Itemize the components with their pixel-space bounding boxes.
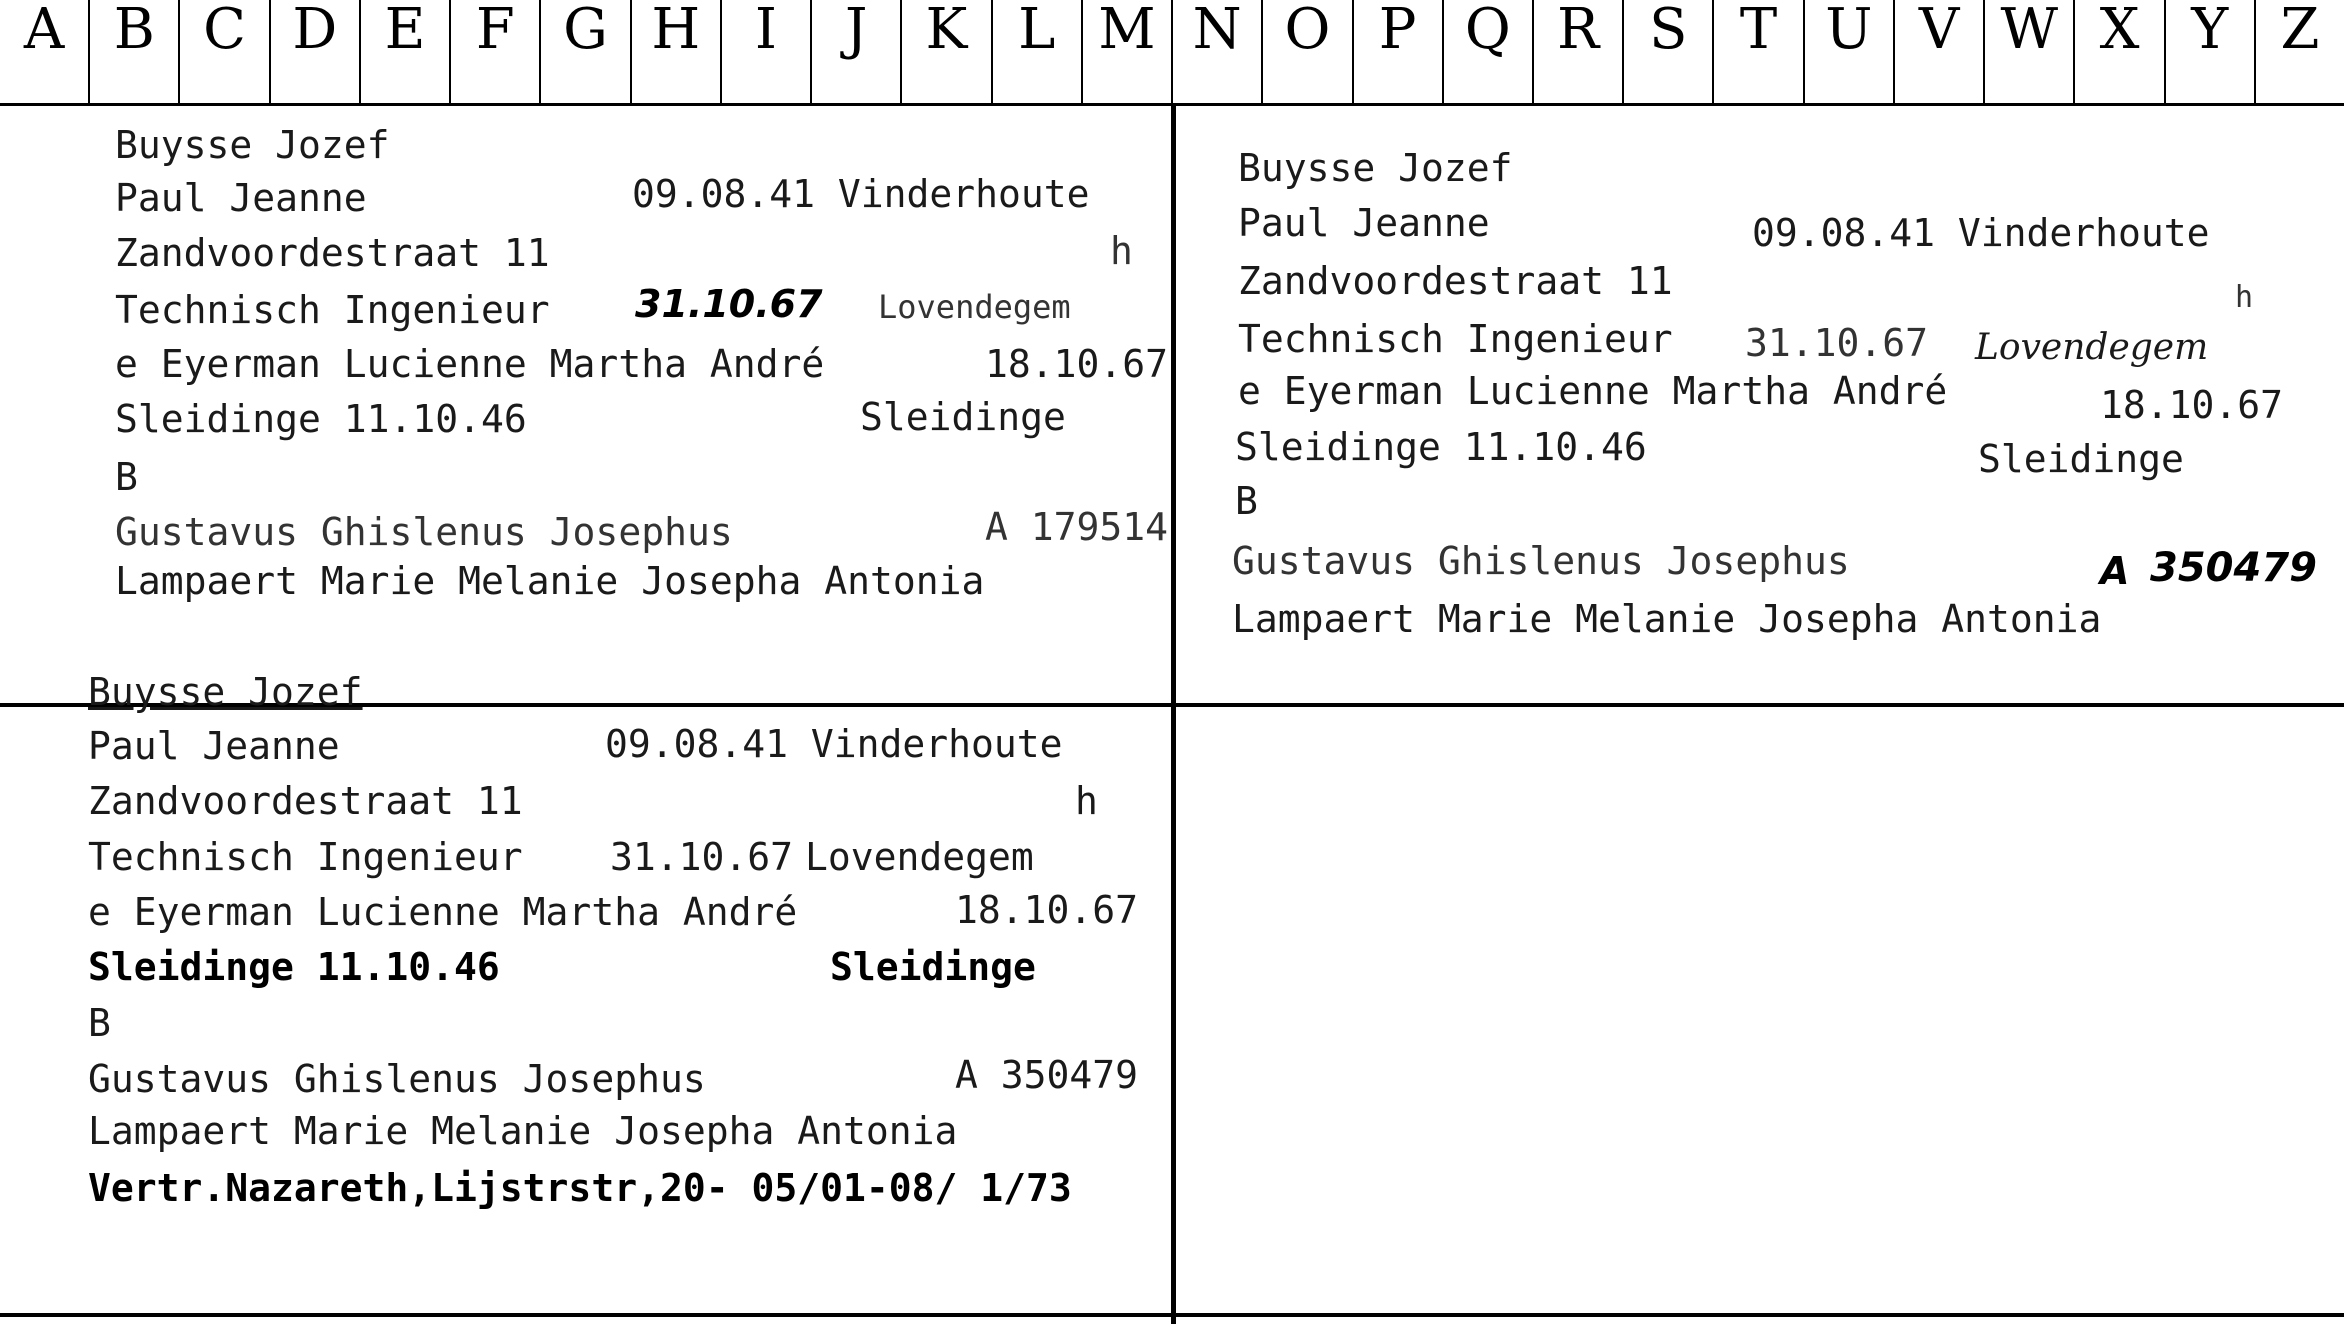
alphabet-letter-e: E bbox=[361, 0, 451, 103]
card-place: Lovendegem bbox=[878, 288, 1071, 326]
alphabet-letter-b: B bbox=[90, 0, 180, 103]
card-given-names: Paul Jeanne bbox=[115, 176, 367, 220]
alphabet-letter-c: C bbox=[180, 0, 270, 103]
card-name: Buysse Jozef bbox=[1238, 146, 1513, 190]
card-place-handwritten: Lovendegem bbox=[1975, 327, 2209, 368]
card-letter: B bbox=[115, 455, 138, 499]
card-mother: Lampaert Marie Melanie Josepha Antonia bbox=[1232, 597, 2102, 641]
card-departure-note: Vertr.Nazareth,Lijstrstr,20- 05/01-08/ 1/73 bbox=[88, 1166, 1072, 1210]
alphabet-letter-t: T bbox=[1714, 0, 1804, 103]
alphabet-letter-l: L bbox=[993, 0, 1083, 103]
bottom-divider bbox=[0, 1313, 2344, 1317]
alphabet-letter-n: N bbox=[1173, 0, 1263, 103]
card-spouse-date: 18.10.67 bbox=[985, 342, 1169, 386]
card-number: A 179514 bbox=[985, 505, 1169, 549]
card-father: Gustavus Ghislenus Josephus bbox=[115, 510, 733, 554]
card-spouse-birth: Sleidinge 11.10.46 bbox=[115, 397, 527, 441]
card-number: A 350479 bbox=[955, 1053, 1139, 1097]
card-spouse-birth: Sleidinge 11.10.46 bbox=[88, 945, 500, 989]
card-number: 350479 bbox=[2150, 545, 2317, 591]
card-birth: 09.08.41 Vinderhoute bbox=[605, 722, 1063, 766]
alphabet-letter-p: P bbox=[1354, 0, 1444, 103]
alphabet-letter-u: U bbox=[1805, 0, 1895, 103]
card-birth: 09.08.41 Vinderhoute bbox=[1752, 211, 2210, 255]
card-profession: Technisch Ingenieur bbox=[1238, 317, 1673, 361]
card-profession: Technisch Ingenieur bbox=[115, 288, 550, 332]
card-spouse-place: Sleidinge bbox=[860, 395, 1066, 439]
alphabet-letter-x: X bbox=[2075, 0, 2165, 103]
card-address: Zandvoordestraat 11 bbox=[115, 231, 550, 275]
alphabet-letter-r: R bbox=[1534, 0, 1624, 103]
alphabet-letter-i: I bbox=[722, 0, 812, 103]
horizontal-divider-right bbox=[1176, 703, 2344, 707]
alphabet-letter-j: J bbox=[812, 0, 902, 103]
alphabet-letter-w: W bbox=[1985, 0, 2075, 103]
card-spouse-place: Sleidinge bbox=[830, 945, 1036, 989]
card-address: Zandvoordestraat 11 bbox=[1238, 259, 1673, 303]
alphabet-letter-z: Z bbox=[2280, 0, 2320, 62]
card-name-repeat: Buysse Jozef bbox=[88, 670, 363, 714]
alphabet-letter-s: S bbox=[1624, 0, 1714, 103]
card-spouse: e Eyerman Lucienne Martha André bbox=[115, 342, 825, 386]
alphabet-letter-f: F bbox=[451, 0, 541, 103]
card-profession: Technisch Ingenieur bbox=[88, 835, 523, 879]
card-date: 31.10.67 bbox=[1745, 321, 1929, 365]
alphabet-letter-q: Q bbox=[1444, 0, 1534, 103]
alphabet-letter-m: M bbox=[1083, 0, 1173, 103]
alphabet-letter-a: A bbox=[0, 0, 90, 103]
card-letter: B bbox=[88, 1001, 111, 1045]
card-mark: h bbox=[1075, 779, 1098, 823]
card-mother: Lampaert Marie Melanie Josepha Antonia bbox=[115, 559, 985, 603]
card-father: Gustavus Ghislenus Josephus bbox=[88, 1057, 706, 1101]
alphabet-index-bar bbox=[0, 0, 2344, 106]
alphabet-letter-y: Y bbox=[2166, 0, 2256, 103]
alphabet-letter-v: V bbox=[1895, 0, 1985, 103]
card-letter: B bbox=[1235, 479, 1258, 523]
card-address: Zandvoordestraat 11 bbox=[88, 779, 523, 823]
card-birth: 09.08.41 Vinderhoute bbox=[632, 172, 1090, 216]
card-given-names: Paul Jeanne bbox=[88, 724, 340, 768]
card-mark: h bbox=[2235, 280, 2254, 315]
alphabet-letter-d: D bbox=[271, 0, 361, 103]
card-number-prefix: A bbox=[2100, 549, 2130, 593]
card-spouse-birth: Sleidinge 11.10.46 bbox=[1235, 425, 1647, 469]
card-father: Gustavus Ghislenus Josephus bbox=[1232, 539, 1850, 583]
card-mother: Lampaert Marie Melanie Josepha Antonia bbox=[88, 1109, 958, 1153]
card-spouse-date: 18.10.67 bbox=[2100, 383, 2284, 427]
alphabet-letter-k: K bbox=[902, 0, 992, 103]
card-spouse-date: 18.10.67 bbox=[955, 888, 1139, 932]
card-name: Buysse Jozef bbox=[115, 123, 390, 167]
card-spouse: e Eyerman Lucienne Martha André bbox=[88, 890, 798, 934]
card-date-stamp: 31.10.67 bbox=[635, 282, 823, 326]
alphabet-letter-h: H bbox=[632, 0, 722, 103]
card-date: 31.10.67 bbox=[610, 835, 794, 879]
card-spouse: e Eyerman Lucienne Martha André bbox=[1238, 369, 1948, 413]
alphabet-letter-g: G bbox=[541, 0, 631, 103]
vertical-divider bbox=[1171, 106, 1176, 1324]
alphabet-letter-o: O bbox=[1263, 0, 1353, 103]
card-spouse-place: Sleidinge bbox=[1978, 437, 2184, 481]
card-place: Lovendegem bbox=[805, 835, 1034, 879]
card-given-names: Paul Jeanne bbox=[1238, 201, 1490, 245]
card-mark: h bbox=[1110, 229, 1133, 273]
